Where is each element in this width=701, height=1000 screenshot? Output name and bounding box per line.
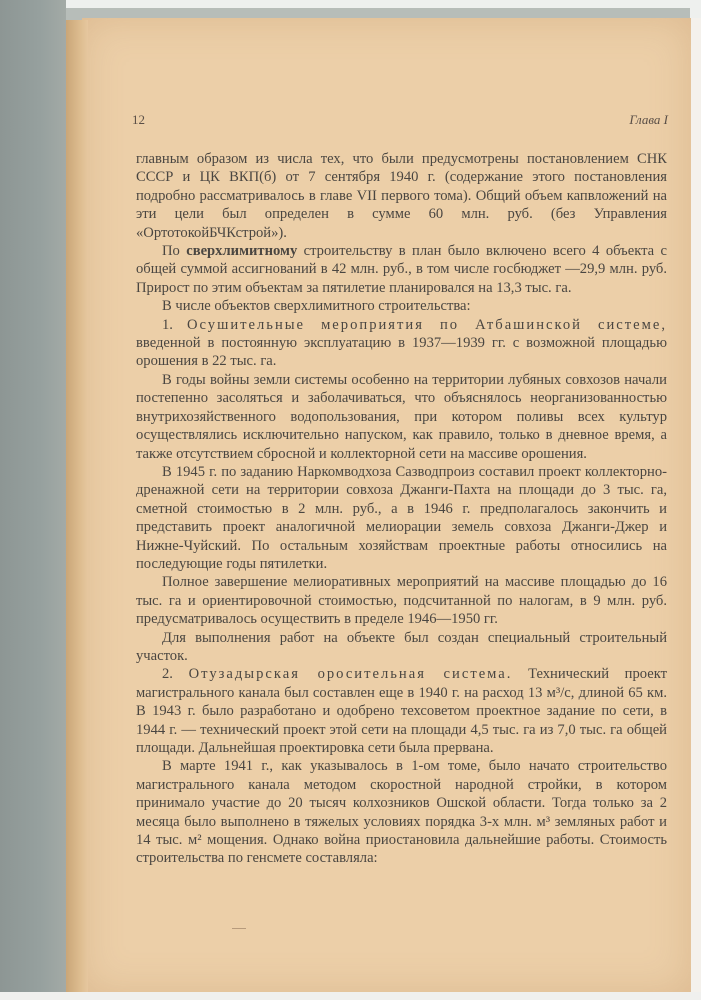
paragraph-9	[136, 665, 667, 757]
scan-bottom-margin	[0, 992, 701, 1000]
emphasis-overlimit: сверхлимитному	[186, 243, 298, 260]
paragraph-2-lead: По	[162, 243, 187, 260]
item-number-1: 1.	[162, 316, 187, 333]
paragraph-4-rest: введенной в постоянную эксплуатацию в 1937—1939 гг. с возможной площадью орошения в 22 тыс. га.	[136, 335, 667, 370]
item-title-otuzadyr: Отузадырская оросительная система.	[188, 666, 513, 683]
paragraph-8: Для выполнения работ на объекте был создан специальный строительный участок.	[136, 629, 667, 664]
scanner-background	[0, 0, 66, 1000]
item-number-2: 2.	[162, 666, 189, 683]
ink-mark	[232, 928, 246, 929]
paragraph-10: В марте 1941 г., как указывалось в 1-ом томе, было начато строительство магистрального канала методом скоростной народной стройки, в котором принимало участие до 20 тысяч колхозников Ошской области. Тогда только за 2 месяца было выполнено в тяжелых условиях порядка 3-х млн. м³ земляных работ и 14 тыс. м² мощения. Однако война приостановила дальнейшие работы. Стоимость строительства по генсмете составляла:	[136, 758, 667, 867]
chapter-label: Глава I	[629, 112, 668, 127]
running-header	[132, 112, 668, 132]
paragraph-3: В числе объектов сверхлимитного строительства:	[162, 298, 471, 315]
paragraph-7: Полное завершение мелиоративных мероприятий на массиве площадью до 16 тыс. га и ориентировочной стоимостью, подсчитанной по налогам, в 9 млн. руб. предусматривалось осуществить в пределе 1946—1950 гг.	[136, 574, 667, 628]
paragraph-9-rest: Технический проект магистрального канала был составлен еще в 1940 г. на расход 13 м³/с, длиной 65 км. В 1943 г. было разработано и одобрено техсоветом проектное задание по сети, в 1944 г. — технический проект этой сети на площади 4,5 тыс. га из 7,0 тыс. га общей площади. Дальнейшая проектировка сети была прервана.	[136, 666, 667, 756]
paragraph-5: В годы войны земли системы особенно на территории лубяных совхозов начали постепенно засоляться и заболачиваться, что объяснялось неорганизованностью внутрихозяйственного водопользования, при котором поливы всех культур осуществлялись исключительно напуском, как правило, только в дневное время, а также отсутствием сбросной и коллекторной сети на массиве орошения.	[136, 371, 667, 462]
paragraph-1: главным образом из числа тех, что были предусмотрены постановлением СНК СССР и ЦК ВКП(б) от 7 сентября 1940 г. (содержание этого постановления подробно рассматривалось в главе VII первого тома). Общий объем капвложений на эти цели был определен в сумме 60 млн. руб. (без Управления «ОртотокойБЧКстрой»).	[136, 151, 667, 241]
paragraph-4	[136, 316, 667, 371]
page-gutter	[66, 20, 88, 992]
paragraph-6: В 1945 г. по заданию Наркомводхоза Сазводпроиз составил проект коллекторно-дренажной сети на территории совхоза Джанги-Пахта на площади до 3 тыс. га, сметной стоимостью в 2 млн. руб., а в 1946 г. предполагалось закончить и представить проект аналогичной мелиорации земель совхоза Джанги-Джер и Нижне-Чуйский. По остальным хозяйствам проектные работы относились на последующие годы пятилетки.	[136, 463, 667, 572]
item-title-atbashi: Осушительные мероприятия по Атбашинской системе,	[186, 316, 667, 333]
body-text	[136, 150, 667, 868]
page-number: 12	[132, 112, 145, 127]
paragraph-2-rest: строительству в план было включено всего 4 объекта с общей суммой ассигнований в 42 млн. руб., в том числе госбюджет —29,9 млн. руб. Прирост по этим объектам за пятилетие планировался на 13,3 тыс. га.	[136, 243, 667, 296]
paragraph-2	[136, 242, 667, 297]
